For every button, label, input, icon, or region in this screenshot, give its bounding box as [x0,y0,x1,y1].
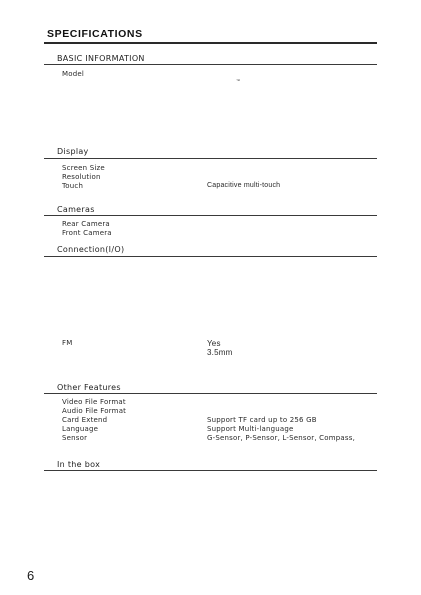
section-heading-connection: Connection(I/O) [57,245,125,254]
spec-label-model: Model [62,70,85,78]
section-divider-basic [44,64,377,65]
spec-value-earphone-jack: 3.5mm [207,348,233,357]
spec-label-video-format: Video File Format [62,398,126,406]
section-divider-in-the-box [44,470,377,471]
section-heading-cameras: Cameras [57,205,95,214]
section-divider-display [44,158,377,159]
spec-label-rear-camera: Rear Camera [62,220,110,228]
section-heading-basic: BASIC INFORMATION [57,54,145,63]
page-number: 6 [27,568,35,583]
spec-label-card-extend: Card Extend [62,416,108,424]
spec-label-fm: FM [62,339,73,347]
title-divider [44,42,377,44]
trademark-mark: ™ [236,78,240,83]
section-divider-connection [44,256,377,257]
spec-value-language: Support Multi-language [207,425,294,433]
spec-label-touch: Touch [62,182,84,190]
spec-value-sensor: G-Sensor, P-Sensor, L-Sensor, Compass, [207,434,356,442]
page-title: SPECIFICATIONS [47,28,143,40]
spec-value-touch: Capacitive multi-touch [207,182,281,189]
spec-label-front-camera: Front Camera [62,229,112,237]
spec-label-language: Language [62,425,99,433]
section-divider-cameras [44,215,377,216]
spec-value-card-extend: Support TF card up to 256 GB [207,416,317,424]
spec-label-screen-size: Screen Size [62,164,105,172]
section-heading-in-the-box: In the box [57,460,101,469]
spec-label-audio-format: Audio File Format [62,407,127,415]
spec-label-resolution: Resolution [62,173,101,181]
section-divider-other [44,393,377,394]
section-heading-other: Other Features [57,383,121,392]
spec-label-sensor: Sensor [62,434,88,442]
section-heading-display: Display [57,147,89,156]
spec-value-fm: Yes [207,339,221,348]
